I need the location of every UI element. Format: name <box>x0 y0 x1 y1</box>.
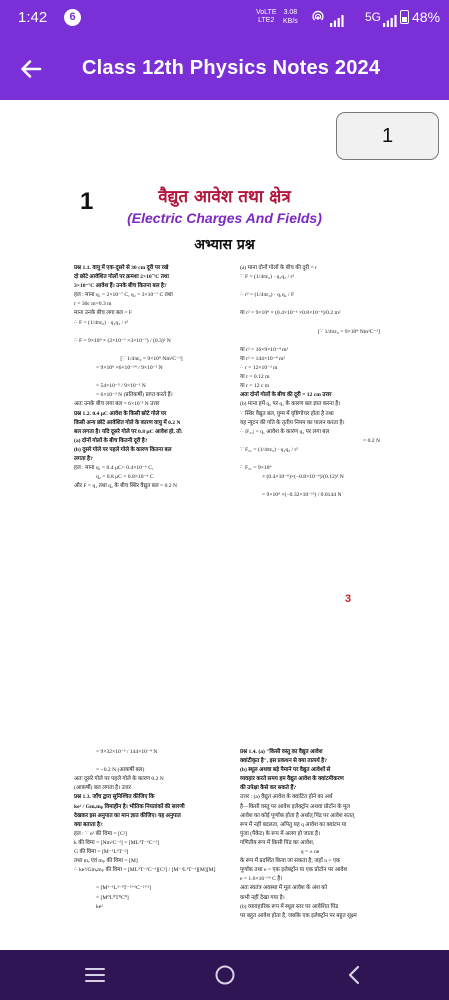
text-line: (b) व्यावहारिक रूप में स्थूल स्तर पर आवेशित पिंड <box>240 903 339 910</box>
text-line: = [M¹⁻¹L³⁻³T⁻²⁺²C⁻²⁺²] <box>96 885 151 892</box>
text-line: ke² / Gmₑmₚ विमाहीन है। भौतिक नियतांकों की सारणी <box>74 803 185 810</box>
arrow-left-icon[interactable] <box>16 54 46 84</box>
text-line: है—किसी वस्तु पर आवेश इलेक्ट्रॉन अथवा प्रोटॉन के मूल <box>240 803 351 810</box>
text-line: × (0.4×10⁻⁶)×(−0.8×10⁻⁶)/(0.12)² N <box>262 474 344 481</box>
status-time: 1:42 <box>18 9 48 26</box>
text-line: = 0.2 N <box>363 437 380 444</box>
text-line: [∵ 1/4πε₀ = 9×10⁹ Nm²C⁻²] <box>317 328 380 335</box>
text-line <box>240 282 380 291</box>
text-line <box>74 328 229 337</box>
text-line: = 9×32×10⁻³ / 144×10⁻⁴ N <box>96 749 158 755</box>
app-bar <box>0 38 449 100</box>
system-navigation-bar <box>0 950 449 1000</box>
text-line: ∴ F = 9×10⁹ × (2×10⁻⁷ ×3×10⁻⁷) / (0.3)² N <box>74 337 171 344</box>
text-line: हल : ∵ e² की विमा = [C²] <box>74 830 128 837</box>
text-line: = [M⁰L⁰T⁰C⁰] <box>96 894 129 901</box>
text-line: किसी अन्य छोटे आवेशित गोले के कारण वायु में 0.2 N <box>74 419 181 426</box>
text-line: ∴ r = 12×10⁻² m <box>240 365 278 372</box>
text-line: अतः दोनों गोलों के बीच की दूरी = 12 cm उत्तर <box>240 392 332 399</box>
text-column-3 <box>74 748 229 912</box>
text-line: q = ± ne <box>300 849 320 856</box>
lte2-label: LTE2 <box>258 17 275 24</box>
text-line: अतः उनके बीच लगा बल = 6×10⁻³ N उत्तर <box>74 401 160 408</box>
text-line: (a) दोनों गोलों के बीच कितनी दूरी है? <box>74 437 148 444</box>
text-line <box>240 455 380 464</box>
text-line: 3×10⁻⁷C आवेश हैं। उनके बीच कितना बल है? <box>74 283 167 290</box>
text-line: की उपेक्षा कैसे कर सकते हैं? <box>240 785 297 792</box>
network-speed-value: 3.08 <box>283 9 298 16</box>
text-line: e = 1.6×10⁻¹⁹ C है। <box>240 876 283 883</box>
text-line <box>240 300 380 309</box>
text-line: दो छोटे आवेशित गोलों पर क्रमशः 2×10⁻⁷C तथा <box>74 274 169 281</box>
app-title: Class 12th Physics Notes 2024 <box>82 57 381 79</box>
text-line: (b) स्थूल अथवा बड़े पैमाने पर वैद्युत आवेशों से <box>240 767 331 774</box>
text-line: [∵ 1/4πε₀ = 9×10⁹ Nm²C⁻²] <box>120 355 183 362</box>
text-line: या r² = 16×9×10⁻⁴ m² <box>240 346 289 353</box>
text-line: के रूप में प्रदर्शित किया जा सकता है; जहाँ n = एक <box>240 858 341 865</box>
text-line: = −0.2 N (आकर्षी बल) <box>96 767 145 774</box>
text-line: (b) दूसरे गोले पर पहले गोले के कारण कितना बल <box>74 446 172 453</box>
text-line: (a) माना दोनों गोलों के बीच की दूरी = r <box>240 265 317 271</box>
text-line: माना उनके बीच लगा बल = F <box>74 310 133 317</box>
page-mark: 3 <box>345 593 352 605</box>
text-line: ∴ r² = (1/4πε₀) · q₁q₂ / F <box>240 292 295 299</box>
text-line: प्रश्न 1.3. जाँच द्वारा सुनिश्चित कीजिए कि <box>74 794 155 801</box>
text-line: हल : माना q₁ = 2×10⁻⁷ C, q₂ = 3×10⁻⁷ C तथा <box>74 292 173 299</box>
text-line: या r² = 144×10⁻⁴ m² <box>240 355 286 362</box>
text-line: ∴ ke²/Gmₑmₚ की विमा = [ML³T⁻²C⁻²][C²] / [M⁻¹L³T⁻²][M][M] <box>74 867 216 874</box>
text-line: अतः स्वतंत्र अवस्था में मूल आवेश के अंश को <box>240 885 328 892</box>
text-line: ∵ F₂₁ = (1/4πε₀) · q₁q₂ / r² <box>240 446 298 453</box>
text-line: प्रश्न 1.2. 0.4 μC आवेश के किसी छोटे गोले पर <box>74 410 167 417</box>
text-line: पुंजा (पैकेट) के रूप में अलग हो जाता है। <box>240 830 321 837</box>
recents-icon[interactable] <box>80 960 110 990</box>
text-line: या r = 0.12 m <box>240 374 270 381</box>
text-line: रूप में नहीं बदलता, अपितु यह q आवेश का क्वांटम या <box>240 821 347 828</box>
text-line: व्यवहार करते समय हम वैद्युत आवेश के क्वांटमीकरण <box>240 776 344 783</box>
text-line: ∴ F₂₁ = 9×10⁹ <box>240 465 272 472</box>
text-line: ke² <box>96 903 103 910</box>
text-line <box>240 337 380 346</box>
text-line: ∴ F = (1/4πε₀) · q₁q₂ / r² <box>74 319 129 326</box>
text-line <box>240 482 380 491</box>
chapter-title-english: (Electric Charges And Fields) <box>127 210 322 226</box>
text-column-1 <box>74 264 229 491</box>
section-heading: अभ्यास प्रश्न <box>194 237 255 253</box>
text-line <box>74 875 229 884</box>
text-line: कभी नहीं देखा गया है। <box>240 894 285 901</box>
text-line: यह न्यूटन की गति के तृतीय नियम का पालन करता है। <box>240 419 345 426</box>
network-type: 5G <box>365 10 382 24</box>
text-line: तथा mₑ एवं mₚ की विमा = [M] <box>74 858 138 865</box>
volte-indicator <box>256 9 277 25</box>
text-line: या r² = 9×10⁹ × (0.4×10⁻⁶ ×0.8×10⁻⁶)/0.2 m² <box>240 310 341 317</box>
text-line <box>74 373 229 382</box>
text-line: प्रश्न 1.4. (a) "किसी वस्तु का वैद्युत आवेश <box>240 749 323 755</box>
pdf-page[interactable] <box>0 168 449 950</box>
text-line: G की विमा = [M⁻¹L³T⁻²] <box>74 849 129 856</box>
text-line: देखकर इस अनुपात का मान ज्ञात कीजिए। यह अनुपात <box>74 812 181 819</box>
hotspot-icon <box>311 9 325 26</box>
text-line: ∴ |F₂₁| = q₁ आवेश के कारण q₂ पर लगा बल <box>240 428 330 435</box>
text-line: क्या बताता है? <box>74 821 103 828</box>
text-line: (b) माना हमें q₂ पर q₁ के कारण बल ज्ञात करना है। <box>240 401 341 408</box>
chapter-number: 1 <box>80 188 94 215</box>
text-line: उत्तर : (a) वैद्युत आवेश के क्वांटित होने का अर्थ <box>240 794 333 801</box>
text-line: (आकर्षी) बल लगता है। उत्तर <box>74 785 131 792</box>
back-chevron-icon[interactable] <box>340 960 370 990</box>
text-line: = 6×10⁻³ N (प्रतिकर्षी) प्राप्त करते हैं। <box>96 392 173 399</box>
text-line: और F = q₁ तथा q₂ के बीच स्थिर वैद्युत बल = 0.2 N <box>74 483 178 490</box>
text-line <box>240 319 380 328</box>
text-line: लगता है? <box>74 455 93 462</box>
text-line: ∵ स्थिर वैद्युत बल, युग्म में वृष्टिगोचर होता है तथा <box>240 410 334 417</box>
page-number-indicator[interactable]: 1 <box>336 112 439 160</box>
signal-icon <box>330 12 344 31</box>
text-line: r = 30c m=0.3 m <box>74 301 112 308</box>
text-line: = 9×10⁹ ×6×10⁻¹⁴ / 9×10⁻² N <box>96 365 163 372</box>
text-line: आवेश का कोई पूर्णांक होता है अर्थात् पिंड पर आवेश सतत् <box>240 812 355 819</box>
signal-icon <box>383 12 397 31</box>
text-line: अतः दूसरे गोले पर पहले गोले के कारण 0.2 N <box>74 776 164 783</box>
text-line: या r = 12 c m <box>240 383 270 390</box>
text-line: पूर्णांक तथा e = एक इलेक्ट्रॉन या एक प्रोटॉन पर आवेश <box>240 867 348 874</box>
status-bar <box>0 0 449 38</box>
volte-label: VoLTE <box>256 9 277 16</box>
notification-count-badge: 6 <box>64 9 81 26</box>
battery-icon <box>400 10 409 24</box>
text-line: पर बहुत आवेश होता है, जबकि एक इलेक्ट्रॉन पर बहुत सूक्ष्म <box>240 912 357 919</box>
text-line <box>74 757 229 766</box>
text-line: k की विमा = [Nm²C⁻²] = [ML³T⁻²C⁻²] <box>74 839 159 846</box>
text-line: = 9×10⁹ ×(−0.32×10⁻¹²) / 0.0144 N <box>262 492 342 499</box>
battery-percentage: 48% <box>412 9 441 25</box>
text-column-2 <box>240 264 380 500</box>
text-line: बल लगता है। यदि दूसरे गोले पर 0.8 μC आवेश हो, तो: <box>74 428 183 435</box>
home-circle-icon[interactable] <box>210 960 240 990</box>
text-line: प्रश्न 1.1. वायु में एक-दूसरे से 30 cm दूरी पर रखे <box>74 265 169 271</box>
text-line: क्वांटीकृत है", इस प्रकथन से क्या तात्पर्य है? <box>240 758 327 765</box>
text-line <box>74 346 229 355</box>
network-speed-unit: KB/s <box>283 18 298 25</box>
chapter-title-hindi: वैद्युत आवेश तथा क्षेत्र <box>158 187 291 207</box>
text-line: हल : माना q₁ = 0.4 μC= 0.4×10⁻⁶ C, <box>74 465 154 472</box>
text-column-4 <box>240 748 380 921</box>
text-line: गणितीय रूप में किसी पिंड का आवेश, <box>240 839 315 846</box>
network-speed <box>283 8 298 26</box>
text-line: ∵ F = (1/4πε₀) · q₁q₂ / r² <box>240 274 295 281</box>
text-line: q₂ = 0.8 μC = 0.8×10⁻⁶ C <box>96 474 154 481</box>
text-line: = 54×10⁻⁵ / 9×10⁻² N <box>96 383 146 390</box>
